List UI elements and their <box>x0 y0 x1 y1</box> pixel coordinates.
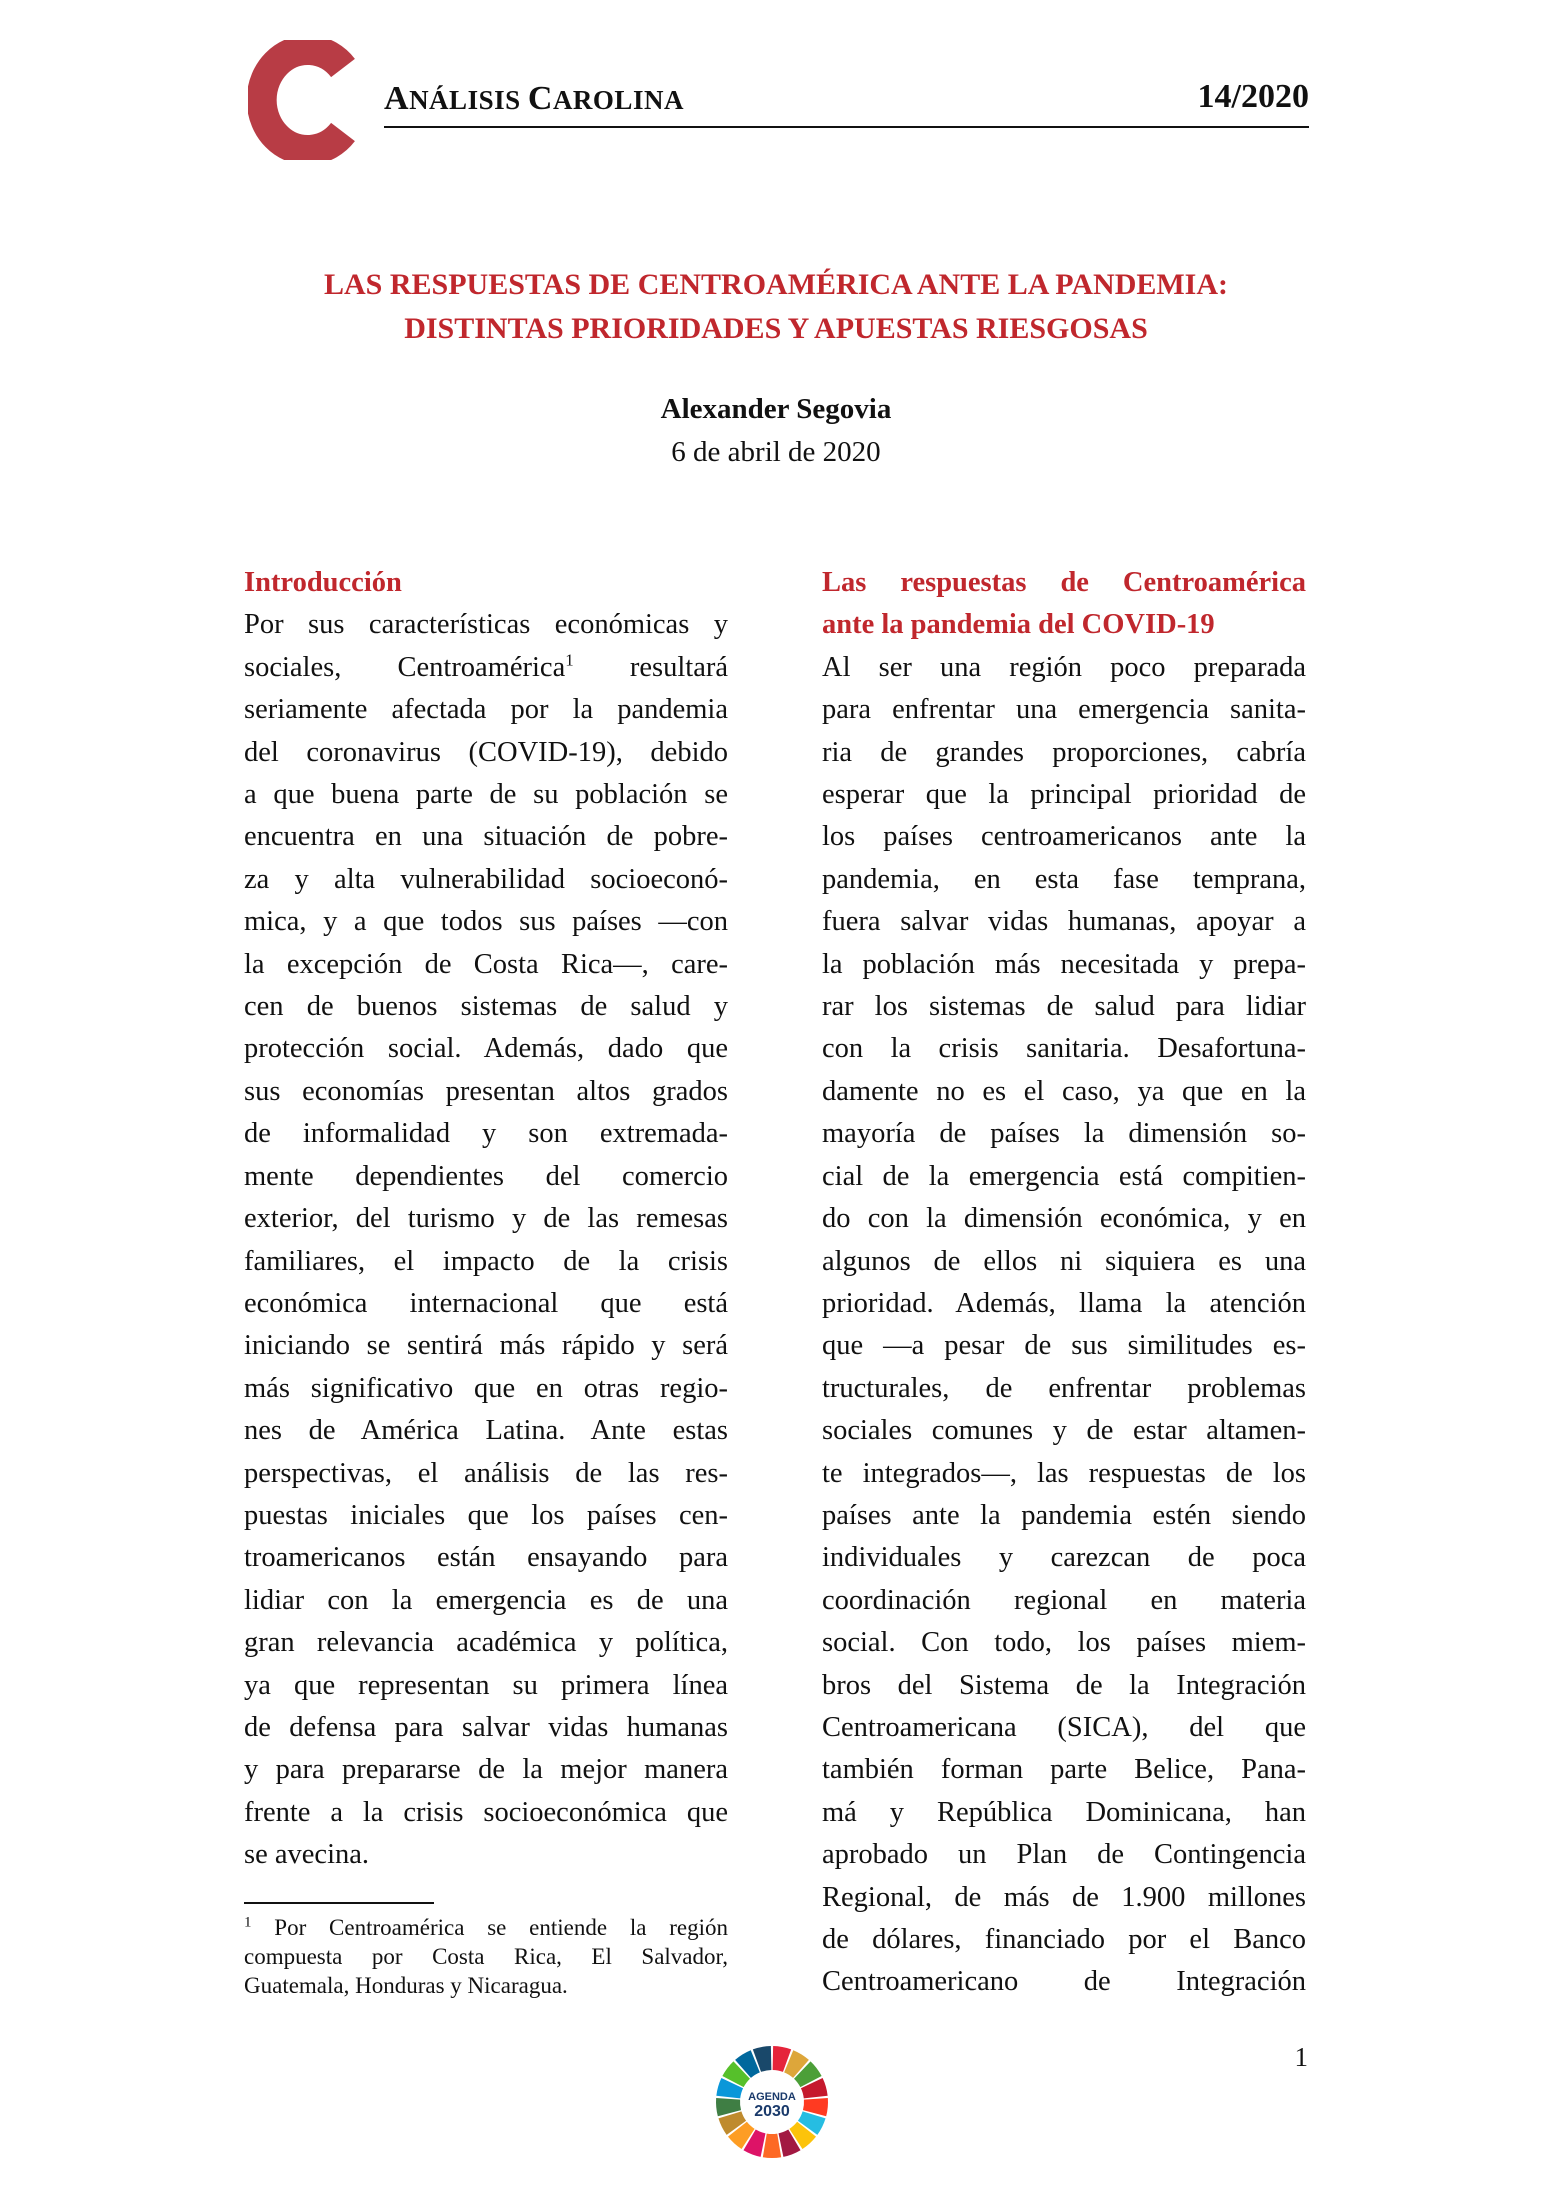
paragraph-line: individuales y carezcan de poca <box>822 1542 1306 1574</box>
sdg-segment <box>763 2134 781 2158</box>
paragraph-line: puestas iniciales que los países cen- <box>244 1499 728 1531</box>
paragraph-line: prioridad. Además, llama la atención <box>822 1287 1306 1319</box>
issue-number: 14/2020 <box>1197 78 1309 115</box>
author-name: Alexander Segovia <box>660 393 892 425</box>
footnote-line: Guatemala, Honduras y Nicaragua. <box>244 1973 568 1998</box>
paragraph-line: lidiar con la emergencia es de una <box>244 1584 728 1616</box>
paragraph-line: gran relevancia académica y política, <box>244 1627 728 1659</box>
paragraph-line: mica, y a que todos sus países —con <box>244 906 728 938</box>
heading-line-2: ante la pandemia del COVID-19 <box>822 609 1215 641</box>
paragraph-line-with-footnote: sociales, Centroamérica$^1$ resultará <box>244 650 729 683</box>
paragraph-line: se avecina. <box>244 1839 370 1871</box>
heading-line-1: Las respuestas de Centroamérica <box>822 567 1306 598</box>
paragraph-line: sus economías presentan altos grados <box>244 1075 728 1107</box>
paragraph-line: cial de la emergencia está compitien- <box>822 1160 1306 1192</box>
page-number: 1 <box>1294 2042 1308 2072</box>
paragraph-line: exterior, del turismo y de las remesas <box>244 1203 728 1235</box>
paragraph-line: y para prepararse de la mejor manera <box>244 1754 728 1786</box>
paragraph-line: esperar que la principal prioridad de <box>822 779 1306 811</box>
paragraph-line: social. Con todo, los países miem- <box>822 1627 1306 1659</box>
agenda-2030-logo <box>712 2042 832 2162</box>
paragraph-line: ria de grandes proporciones, cabría <box>822 736 1306 768</box>
left-column <box>244 562 728 1877</box>
paragraph-line: aprobado un Plan de Contingencia <box>822 1839 1306 1871</box>
paragraph-line: países ante la pandemia estén siendo <box>822 1499 1306 1531</box>
paragraph-line: ya que representan su primera línea <box>244 1669 728 1701</box>
paragraph-line: troamericanos están ensayando para <box>244 1542 728 1574</box>
footnote <box>244 1913 728 2000</box>
paragraph-line: Al ser una región poco preparada <box>822 651 1306 683</box>
footnote-marker: 1 <box>244 1914 252 1931</box>
paragraph-line: iniciando se sentirá más rápido y será <box>244 1330 728 1362</box>
paragraph-line: bros del Sistema de la Integración <box>822 1669 1306 1701</box>
paragraph-line: rar los sistemas de salud para lidiar <box>822 991 1306 1023</box>
paragraph-line: perspectivas, el análisis de las res- <box>244 1457 728 1489</box>
series-name: ANÁLISIS CAROLINA <box>384 80 684 117</box>
paragraph-line: de defensa para salvar vidas humanas <box>244 1711 728 1743</box>
paragraph-line: con la crisis sanitaria. Desafortuna- <box>822 1033 1306 1065</box>
section-heading-respuestas <box>822 562 1306 647</box>
paragraph-line: frente a la crisis socioeconómica que <box>244 1796 728 1828</box>
title-line-2: DISTINTAS PRIORIDADES Y APUESTAS RIESGOSAS <box>404 312 1148 345</box>
paragraph-line: pandemia, en esta fase temprana, <box>822 863 1306 895</box>
paragraph-line: sociales comunes y de estar altamen- <box>822 1415 1306 1447</box>
paragraph-line: de dólares, financiado por el Banco <box>822 1924 1306 1955</box>
paragraph-line: la excepción de Costa Rica—, care- <box>244 948 728 980</box>
svg-text:AGENDA: AGENDA <box>748 2091 796 2103</box>
paragraph-line: familiares, el impacto de la crisis <box>244 1245 728 1277</box>
paragraph-line: protección social. Además, dado que <box>244 1033 728 1065</box>
paragraph-line: tructurales, de enfrentar problemas <box>822 1372 1306 1404</box>
paragraph-line: fuera salvar vidas humanas, apoyar a <box>822 906 1306 938</box>
paragraph-line: para enfrentar una emergencia sanita- <box>822 694 1306 726</box>
title-line-1: LAS RESPUESTAS DE CENTROAMÉRICA ANTE LA PANDEMIA: <box>323 268 1229 301</box>
paragraph-line: do con la dimensión económica, y en <box>822 1203 1306 1235</box>
section-heading-introduccion: Introducción <box>244 567 402 598</box>
paragraph-line: que —a pesar de sus similitudes es- <box>822 1330 1306 1362</box>
paragraph-line: cen de buenos sistemas de salud y <box>244 991 728 1023</box>
paragraph-line: má y República Dominicana, han <box>822 1796 1306 1828</box>
publication-date: 6 de abril de 2020 <box>671 436 881 468</box>
paragraph-line: los países centroamericanos ante la <box>822 821 1306 853</box>
footnote-divider <box>244 1902 434 1904</box>
paragraph-line: te integrados—, las respuestas de los <box>822 1457 1306 1489</box>
paragraph-line: za y alta vulnerabilidad socioeconó- <box>244 863 728 895</box>
svg-text:2030: 2030 <box>754 2103 790 2120</box>
paragraph-line: encuentra en una situación de pobre- <box>244 821 728 853</box>
paragraph-line: también forman parte Belice, Pana- <box>822 1754 1306 1786</box>
paragraph-line: más significativo que en otras regio- <box>244 1372 728 1404</box>
paragraph-line: Regional, de más de 1.900 millones <box>822 1881 1306 1913</box>
paragraph-line: de informalidad y son extremada- <box>244 1118 728 1150</box>
paragraph-line: mente dependientes del comercio <box>244 1160 728 1192</box>
paragraph-line: damente no es el caso, ya que en la <box>822 1075 1306 1107</box>
paragraph-line: Centroamericano de Integración <box>822 1966 1306 1998</box>
paragraph-line: mayoría de países la dimensión so- <box>822 1118 1306 1150</box>
carolina-logo <box>248 40 358 160</box>
paragraph-line: nes de América Latina. Ante estas <box>244 1415 728 1447</box>
paragraph-line: a que buena parte de su población se <box>244 779 728 811</box>
document-title <box>200 263 1352 351</box>
paragraph-line: algunos de ellos ni siquiera es una <box>822 1245 1306 1277</box>
footnote-line: compuesta por Costa Rica, El Salvador, <box>244 1944 728 1969</box>
paragraph-line: del coronavirus (COVID-19), debido <box>244 736 728 768</box>
paragraph-line: económica internacional que está <box>244 1287 728 1319</box>
paragraph-line: la población más necesitada y prepa- <box>822 948 1306 980</box>
paragraph-line: coordinación regional en materia <box>822 1584 1306 1616</box>
footnote-reference[interactable]: 1 <box>565 650 574 670</box>
right-column <box>822 562 1306 2004</box>
paragraph-line: Por sus características económicas y <box>244 609 728 641</box>
paragraph-line: seriamente afectada por la pandemia <box>244 694 728 726</box>
header-divider <box>384 126 1309 128</box>
paragraph-line: Centroamericana (SICA), del que <box>822 1711 1306 1743</box>
footnote-line: $^1$ Por Centroamérica se entiende la región <box>244 1914 728 1940</box>
